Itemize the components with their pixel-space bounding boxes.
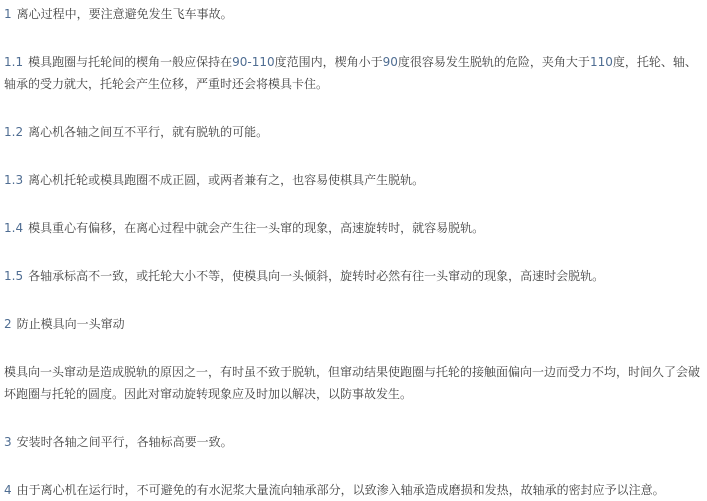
paragraph-2-body (4, 361, 703, 405)
paragraph-1-1 (4, 51, 703, 95)
section-number: 1.3 (4, 173, 24, 187)
paragraph-1-4 (4, 217, 703, 239)
section-number: 1.5 (4, 269, 24, 283)
paragraph-3 (4, 431, 703, 453)
section-number: 2 (4, 317, 12, 331)
paragraph-2 (4, 313, 703, 335)
paragraph-text: 各轴承标高不一致，或托轮大小不等，使模具向一头倾斜，旋转时必然有往一头窜动的现象，高速时会脱轨。 (28, 269, 605, 283)
paragraph-1-3 (4, 169, 703, 191)
section-number: 1.4 (4, 221, 24, 235)
paragraph-text: 度很容易发生脱轨的危险，夹角大于 (397, 55, 590, 69)
paragraph-text: 模具重心有偏移，在离心过程中就会产生往一头窜的现象，高速旋转时，就容易脱轨。 (28, 221, 485, 235)
section-number: 4 (4, 483, 12, 497)
section-number: 1 (4, 7, 12, 21)
paragraph-text: 度范围内，楔角小于 (274, 55, 383, 69)
angle-max-value: 110 (589, 55, 613, 69)
paragraph-text: 由于离心机在运行时，不可避免的有水泥浆大量流向轴承部分，以致渗入轴承造成磨损和发热，故轴承的密封应予以注意。 (16, 483, 665, 497)
paragraph-text: 离心机各轴之间互不平行，就有脱轨的可能。 (28, 125, 269, 139)
paragraph-1-5 (4, 265, 703, 287)
paragraph-text: 安装时各轴之间平行，各轴标高要一致。 (16, 435, 233, 449)
paragraph-text: 离心机托轮或模具跑圈不成正圆，或两者兼有之，也容易使棋具产生脱轨。 (28, 173, 425, 187)
paragraph-text: 防止模具向一头窜动 (16, 317, 125, 331)
angle-range-value: 90-110 (232, 55, 275, 69)
paragraph-text: 模具向一头窜动是造成脱轨的原因之一，有时虽不致于脱轨，但窜动结果使跑圈与托轮的接触面偏向一边而受力不均，时间久了会破坏跑圈与托轮的圆度。因此对窜动旋转现象应及时加以解决，以防事故发生。 (4, 365, 701, 401)
paragraph-text: 模具跑圈与托轮间的楔角一般应保持在 (28, 55, 233, 69)
angle-min-value: 90 (382, 55, 398, 69)
paragraph-1 (4, 3, 703, 25)
section-number: 3 (4, 435, 12, 449)
section-number: 1.1 (4, 55, 24, 69)
section-number: 1.2 (4, 125, 24, 139)
paragraph-text: 度，托轮、轴、轴承的受力就大，托轮会产生位移，严重时还会将模具卡住。 (4, 55, 697, 91)
paragraph-text: 离心过程中，要注意避免发生飞车事故。 (16, 7, 233, 21)
paragraph-1-2 (4, 121, 703, 143)
